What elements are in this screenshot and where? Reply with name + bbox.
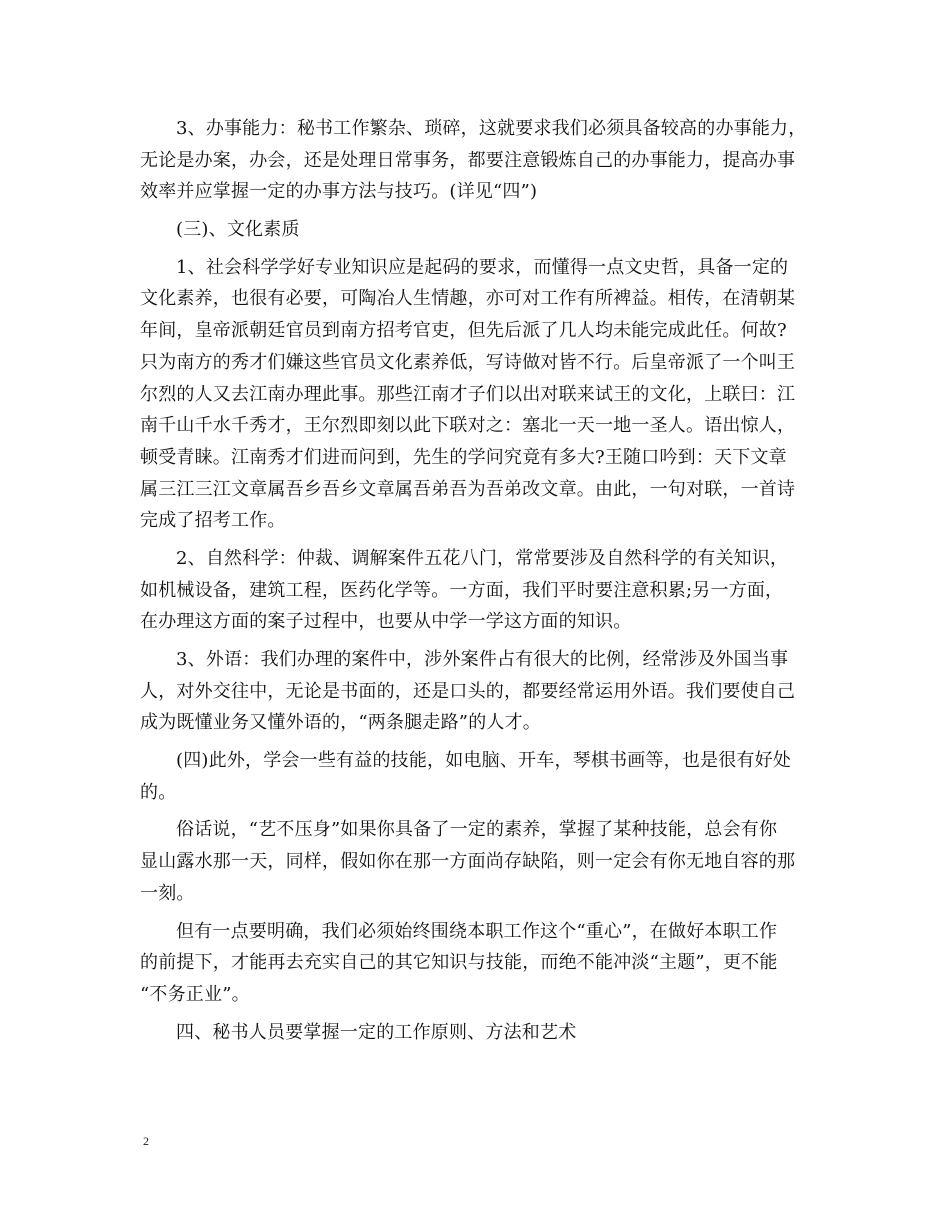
text-line: 年间，皇帝派朝廷官员到南方招考官吏，但先后派了几人均未能完成此任。何故? bbox=[140, 320, 787, 342]
text-line: 成为既懂业务又懂外语的，“两条腿走路”的人才。 bbox=[140, 712, 542, 734]
section-heading: (三)、文化素质 bbox=[176, 219, 300, 241]
page-number: 2 bbox=[143, 1134, 149, 1148]
text-line: 的前提下，才能再去充实自己的其它知识与技能，而绝不能冲淡“主题”，更不能 bbox=[140, 952, 778, 974]
text-line: 3、办事能力：秘书工作繁杂、琐碎，这就要求我们必须具备较高的办事能力， bbox=[176, 118, 807, 139]
section-heading-paragraph bbox=[140, 1017, 820, 1049]
text-line: 1、社会科学学好专业知识应是起码的要求，而懂得一点文史哲，具备一定的 bbox=[176, 256, 789, 278]
text-line: 完成了招考工作。 bbox=[140, 510, 286, 532]
text-line: 但有一点要明确，我们必须始终围绕本职工作这个“重心”，在做好本职工作 bbox=[176, 920, 778, 942]
paragraph bbox=[140, 745, 820, 808]
section-heading-paragraph bbox=[140, 214, 820, 246]
paragraph bbox=[140, 252, 820, 537]
text-line: 人，对外交往中，无论是书面的，还是口头的，都要经常运用外语。我们要使自己 bbox=[140, 680, 796, 702]
section-heading: 四、秘书人员要掌握一定的工作原则、方法和艺术 bbox=[176, 1021, 577, 1043]
text-line: 顿受青睐。江南秀才们进而问到，先生的学问究竟有多大?王随口吟到：天下文章 bbox=[140, 446, 787, 468]
paragraph bbox=[140, 644, 820, 739]
text-line: 俗话说，“艺不压身”如果你具备了一定的素养，掌握了某种技能，总会有你 bbox=[176, 819, 778, 841]
text-line: 显山露水那一天，同样，假如你在那一方面尚存缺陷，则一定会有你无地自容的那 bbox=[140, 851, 796, 873]
text-line: 的。 bbox=[140, 781, 177, 803]
text-line: 一刻。 bbox=[140, 882, 195, 904]
text-line: (四)此外，学会一些有益的技能，如电脑、开车，琴棋书画等，也是很有好处 bbox=[176, 750, 792, 772]
text-line: 属三江三江文章属吾乡吾乡文章属吾弟吾为吾弟改文章。由此，一句对联，一首诗 bbox=[140, 478, 796, 500]
text-line: 如机械设备，建筑工程，医药化学等。一方面，我们平时要注意积累;另一方面， bbox=[140, 579, 784, 601]
paragraph bbox=[140, 543, 820, 638]
text-line: 2、自然科学：仲裁、调解案件五花八门，常常要涉及自然科学的有关知识， bbox=[176, 547, 789, 569]
text-line: 在办理这方面的案子过程中，也要从中学一学这方面的知识。 bbox=[140, 611, 632, 633]
text-line: 3、外语：我们办理的案件中，涉外案件占有很大的比例，经常涉及外国当事 bbox=[176, 649, 789, 670]
text-line: “不务正业”。 bbox=[140, 983, 250, 1005]
text-line: 文化素养，也很有必要，可陶冶人生情趣，亦可对工作有所裨益。相传，在清朝某 bbox=[140, 288, 796, 310]
paragraph bbox=[140, 814, 820, 909]
document-body bbox=[140, 113, 820, 1048]
text-line: 无论是办案，办会，还是处理日常事务，都要注意锻炼自己的办事能力，提高办事 bbox=[140, 149, 796, 171]
text-line: 南千山千水千秀才，王尔烈即刻以此下联对之：塞北一天一地一圣人。语出惊人， bbox=[140, 415, 796, 437]
paragraph bbox=[140, 113, 820, 208]
text-line: 效率并应掌握一定的办事方法与技巧。(详见“四”) bbox=[140, 181, 538, 203]
text-line: 只为南方的秀才们嫌这些官员文化素养低，写诗做对皆不行。后皇帝派了一个叫王 bbox=[140, 351, 796, 373]
paragraph bbox=[140, 916, 820, 1011]
text-line: 尔烈的人又去江南办理此事。那些江南才子们以出对联来试王的文化，上联曰：江 bbox=[140, 383, 796, 405]
